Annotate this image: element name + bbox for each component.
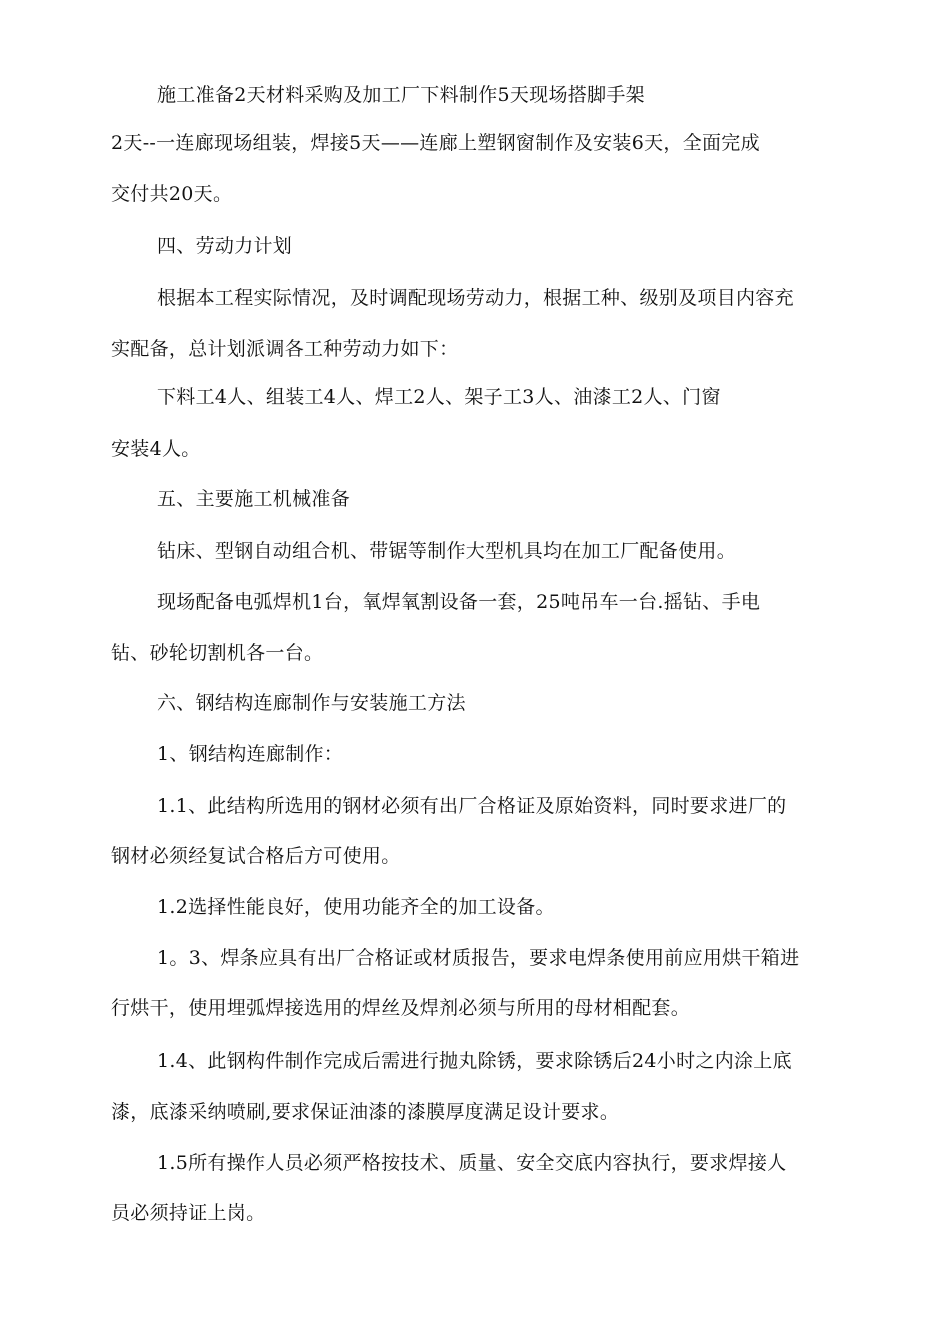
paragraph-line: 1.5所有操作人员必须严格按技术、质量、安全交底内容执行，要求焊接人 (157, 1152, 787, 1174)
paragraph-line: 实配备，总计划派调各工种劳动力如下： (111, 338, 459, 360)
paragraph-line: 1.2选择性能良好，使用功能齐全的加工设备。 (157, 896, 555, 918)
paragraph-line: 安装4人。 (111, 438, 201, 460)
paragraph-line: 施工准备2天材料采购及加工厂下料制作5天现场搭脚手架 (157, 84, 645, 106)
paragraph-line: 员必须持证上岗。 (111, 1202, 266, 1224)
paragraph-line: 钻、砂轮切割机各一台。 (111, 642, 324, 664)
paragraph-line: 现场配备电弧焊机1台，氧焊氧割设备一套，25吨吊车一台.摇钻、手电 (157, 591, 761, 613)
subsection-heading: 1、钢结构连廊制作： (157, 743, 344, 765)
section-heading: 四、劳动力计划 (157, 235, 293, 257)
section-heading: 五、主要施工机械准备 (157, 488, 351, 510)
paragraph-line: 1.1、此结构所选用的钢材必须有出厂合格证及原始资料，同时要求进厂的 (157, 795, 787, 817)
paragraph-line: 根据本工程实际情况，及时调配现场劳动力，根据工种、级别及项目内容充 (157, 287, 794, 309)
paragraph-line: 1。3、焊条应具有出厂合格证或材质报告，要求电焊条使用前应用烘干箱进 (157, 947, 800, 969)
paragraph-line: 2天--一连廊现场组装，焊接5天——连廊上塑钢窗制作及安装6天，全面完成 (111, 132, 760, 154)
section-heading: 六、钢结构连廊制作与安装施工方法 (157, 692, 466, 714)
paragraph-line: 钢材必须经复试合格后方可使用。 (111, 845, 401, 867)
paragraph-line: 交付共20天。 (111, 183, 233, 205)
paragraph-line: 漆，底漆采纳喷刷,要求保证油漆的漆膜厚度满足设计要求。 (111, 1101, 620, 1123)
paragraph-line: 1.4、此钢构件制作完成后需进行抛丸除锈，要求除锈后24小时之内涂上底 (157, 1050, 792, 1072)
paragraph-line: 行烘干，使用埋弧焊接选用的焊丝及焊剂必须与所用的母材相配套。 (111, 997, 691, 1019)
paragraph-line: 下料工4人、组装工4人、焊工2人、架子工3人、油漆工2人、门窗 (157, 386, 721, 408)
paragraph-line: 钻床、型钢自动组合机、带锯等制作大型机具均在加工厂配备使用。 (157, 540, 737, 562)
